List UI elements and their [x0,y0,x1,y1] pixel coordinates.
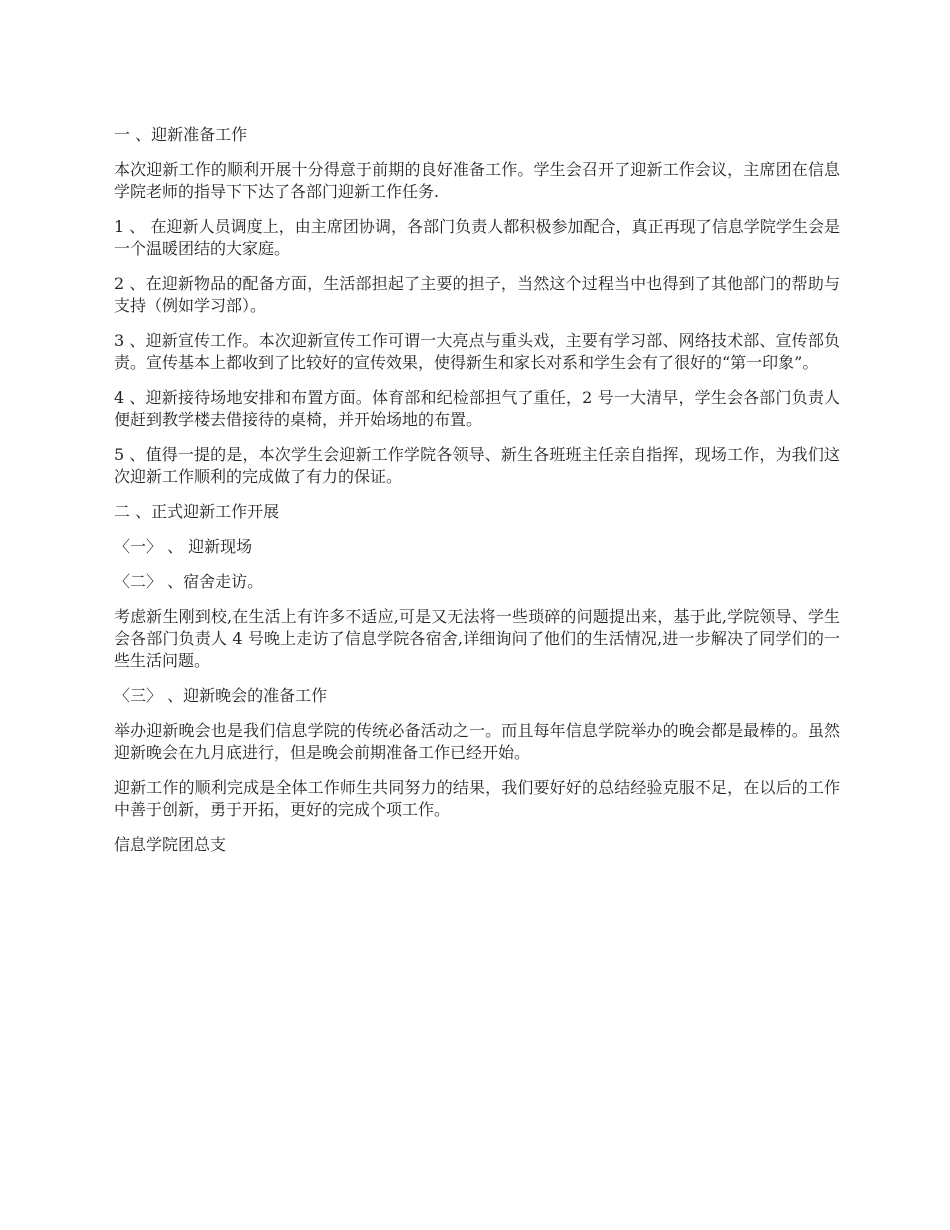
paragraph-party-prep: 举办迎新晚会也是我们信息学院的传统必备活动之一。而且每年信息学院举办的晚会都是最棒的。虽然迎新晚会在九月底进行，但是晚会前期准备工作已经开始。 [114,721,840,762]
signature: 信息学院团总支 [114,835,227,854]
subheading-dorm-visit: 〈二〉 、宿舍走访。 [114,572,264,591]
paragraph-item-3: 3 、迎新宣传工作。本次迎新宣传工作可谓一大亮点与重头戏，主要有学习部、网络技术部、宣传部负责。宣传基本上都收到了比较好的宣传效果，使得新生和家长对系和学生会有了很好的“第一印象”。 [114,331,840,372]
paragraph-item-5: 5 、值得一提的是，本次学生会迎新工作学院各领导、新生各班班主任亲自指挥，现场工作，为我们这次迎新工作顺利的完成做了有力的保证。 [114,445,840,486]
subheading-scene: 〈一〉 、 迎新现场 [114,537,253,556]
paragraph-conclusion: 迎新工作的顺利完成是全体工作师生共同努力的结果，我们要好好的总结经验克服不足，在以后的工作中善于创新，勇于开拓，更好的完成个项工作。 [114,778,840,819]
subheading-party-prep: 〈三〉 、迎新晚会的准备工作 [114,686,328,705]
paragraph-item-4: 4 、迎新接待场地安排和布置方面。体育部和纪检部担气了重任，2 号一大清早，学生会各部门负责人便赶到教学楼去借接待的桌椅，并开始场地的布置。 [114,388,840,429]
paragraph-item-1: 1 、 在迎新人员调度上，由主席团协调，各部门负责人都积极参加配合，真正再现了信息学院学生会是一个温暖团结的大家庭。 [114,217,840,258]
section-heading-formal: 二 、正式迎新工作开展 [114,502,280,521]
paragraph-intro: 本次迎新工作的顺利开展十分得意于前期的良好准备工作。学生会召开了迎新工作会议，主席团在信息学院老师的指导下下达了各部门迎新工作任务. [114,160,840,201]
paragraph-dorm-visit: 考虑新生刚到校,在生活上有许多不适应,可是又无法将一些琐碎的问题提出来，基于此,学院领导、学生会各部门负责人 4 号晚上走访了信息学院各宿舍,详细询问了他们的生活情况,进一步解决了同学们的一些生活问题。 [114,607,840,670]
document-body [114,124,840,869]
paragraph-item-2: 2 、在迎新物品的配备方面，生活部担起了主要的担子，当然这个过程当中也得到了其他部门的帮助与支持（例如学习部）。 [114,274,840,315]
section-heading-preparation: 一 、迎新准备工作 [114,125,248,144]
